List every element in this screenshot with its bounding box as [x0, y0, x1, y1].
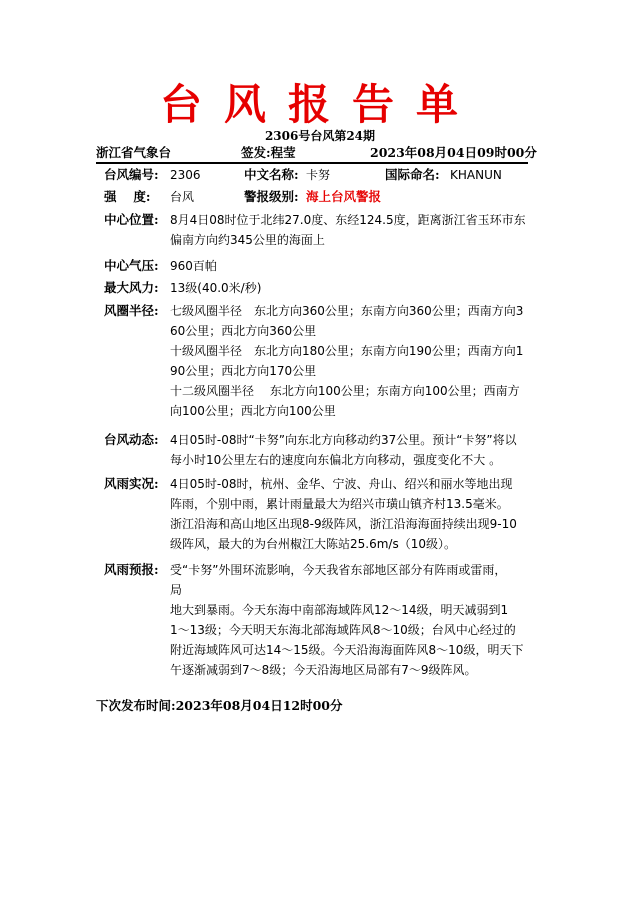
chinese-name-label: 中文名称:: [244, 167, 299, 182]
wind-rain-forecast-text: [170, 560, 540, 680]
forecast-line: 受“卡努”外围环流影响，今天我省东部地区部分有阵雨或雷雨，: [170, 563, 507, 577]
center-line: 偏南方向约345公里的海面上: [170, 233, 325, 247]
max-wind-value: 13级(40.0米/秒): [170, 281, 262, 295]
wind-rain-forecast-label: 风雨预报:: [104, 562, 159, 577]
radius-line: 十级风圈半径 东北方向180公里；东南方向190公里；西南方向1: [170, 344, 524, 358]
max-wind-label: 最大风力:: [104, 280, 159, 295]
forecast-line: 午逐渐减弱到7～8级；今天沿海地区局部有7～9级阵风。: [170, 663, 477, 677]
wind-radius-text: [170, 301, 540, 421]
forecast-line: 地大到暴雨。今天东海中南部海域阵风12～14级，明天减弱到1: [170, 603, 509, 617]
radius-line: 90公里；西北方向170公里: [170, 364, 317, 378]
radius-line: 向100公里；西北方向100公里: [170, 404, 336, 418]
observation-line: 4日05时-08时，杭州、金华、宁波、舟山、绍兴和丽水等地出现: [170, 477, 513, 491]
typhoon-motion-text: [170, 430, 540, 470]
strength-label: 强 度:: [104, 189, 151, 204]
forecast-line: 局: [170, 583, 183, 597]
wind-rain-observation-text: [170, 474, 540, 554]
wind-radius-label: 风圈半径:: [104, 303, 159, 318]
strength-value: 台风: [170, 190, 195, 204]
intl-name-label: 国际命名:: [385, 167, 440, 182]
radius-line: 十二级风圈半径 东北方向100公里；东南方向100公里；西南方: [170, 384, 520, 398]
pressure-label: 中心气压:: [104, 258, 159, 273]
issue-time: 2023年08月04日09时00分: [370, 145, 537, 160]
warning-level-value: 海上台风警报: [306, 189, 382, 204]
center-position-label: 中心位置:: [104, 212, 159, 227]
forecast-line: 附近海域阵风可达14～15级。今天沿海海面阵风8～10级，明天下: [170, 643, 524, 657]
motion-line: 4日05时-08时“卡努”向东北方向移动约37公里。预计“卡努”将以: [170, 433, 517, 447]
radius-line: 60公里；西北方向360公里: [170, 324, 317, 338]
agency-name: 浙江省气象台: [96, 145, 172, 160]
next-release-time: 下次发布时间:2023年08月04日12时00分: [96, 698, 343, 713]
observation-line: 阵雨，个别中雨，累计雨量最大为绍兴市璜山镇齐村13.5毫米。: [170, 497, 509, 511]
warning-level-label: 警报级别:: [244, 189, 299, 204]
intl-name-value: KHANUN: [450, 168, 502, 182]
center-position-text: [170, 210, 540, 250]
header-divider: [96, 162, 528, 164]
report-title: 台风报告单: [159, 80, 480, 129]
header-row: [96, 144, 537, 162]
issue-number: 2306号台风第24期: [264, 129, 376, 143]
forecast-line: 1～13级；今天明天东海北部海域阵风8～10级；台风中心经过的: [170, 623, 516, 637]
wind-rain-observation-label: 风雨实况:: [104, 476, 159, 491]
typhoon-number-value: 2306: [170, 168, 201, 182]
center-line: 8月4日08时位于北纬27.0度、东经124.5度，距离浙江省玉环市东: [170, 213, 526, 227]
chinese-name-value: 卡努: [306, 168, 331, 182]
motion-line: 每小时10公里左右的速度向东偏北方向移动，强度变化不大 。: [170, 453, 502, 467]
pressure-value: 960百帕: [170, 259, 217, 273]
observation-line: 浙江沿海和高山地区出现8-9级阵风，浙江沿海海面持续出现9-10: [170, 517, 517, 531]
typhoon-number-label: 台风编号:: [104, 167, 159, 182]
observation-line: 级阵风，最大的为台州椒江大陈站25.6m/s（10级）。: [170, 537, 456, 551]
signer: 签发:程莹: [241, 145, 296, 160]
radius-line: 七级风圈半径 东北方向360公里；东南方向360公里；西南方向3: [170, 304, 524, 318]
typhoon-motion-label: 台风动态:: [104, 432, 159, 447]
